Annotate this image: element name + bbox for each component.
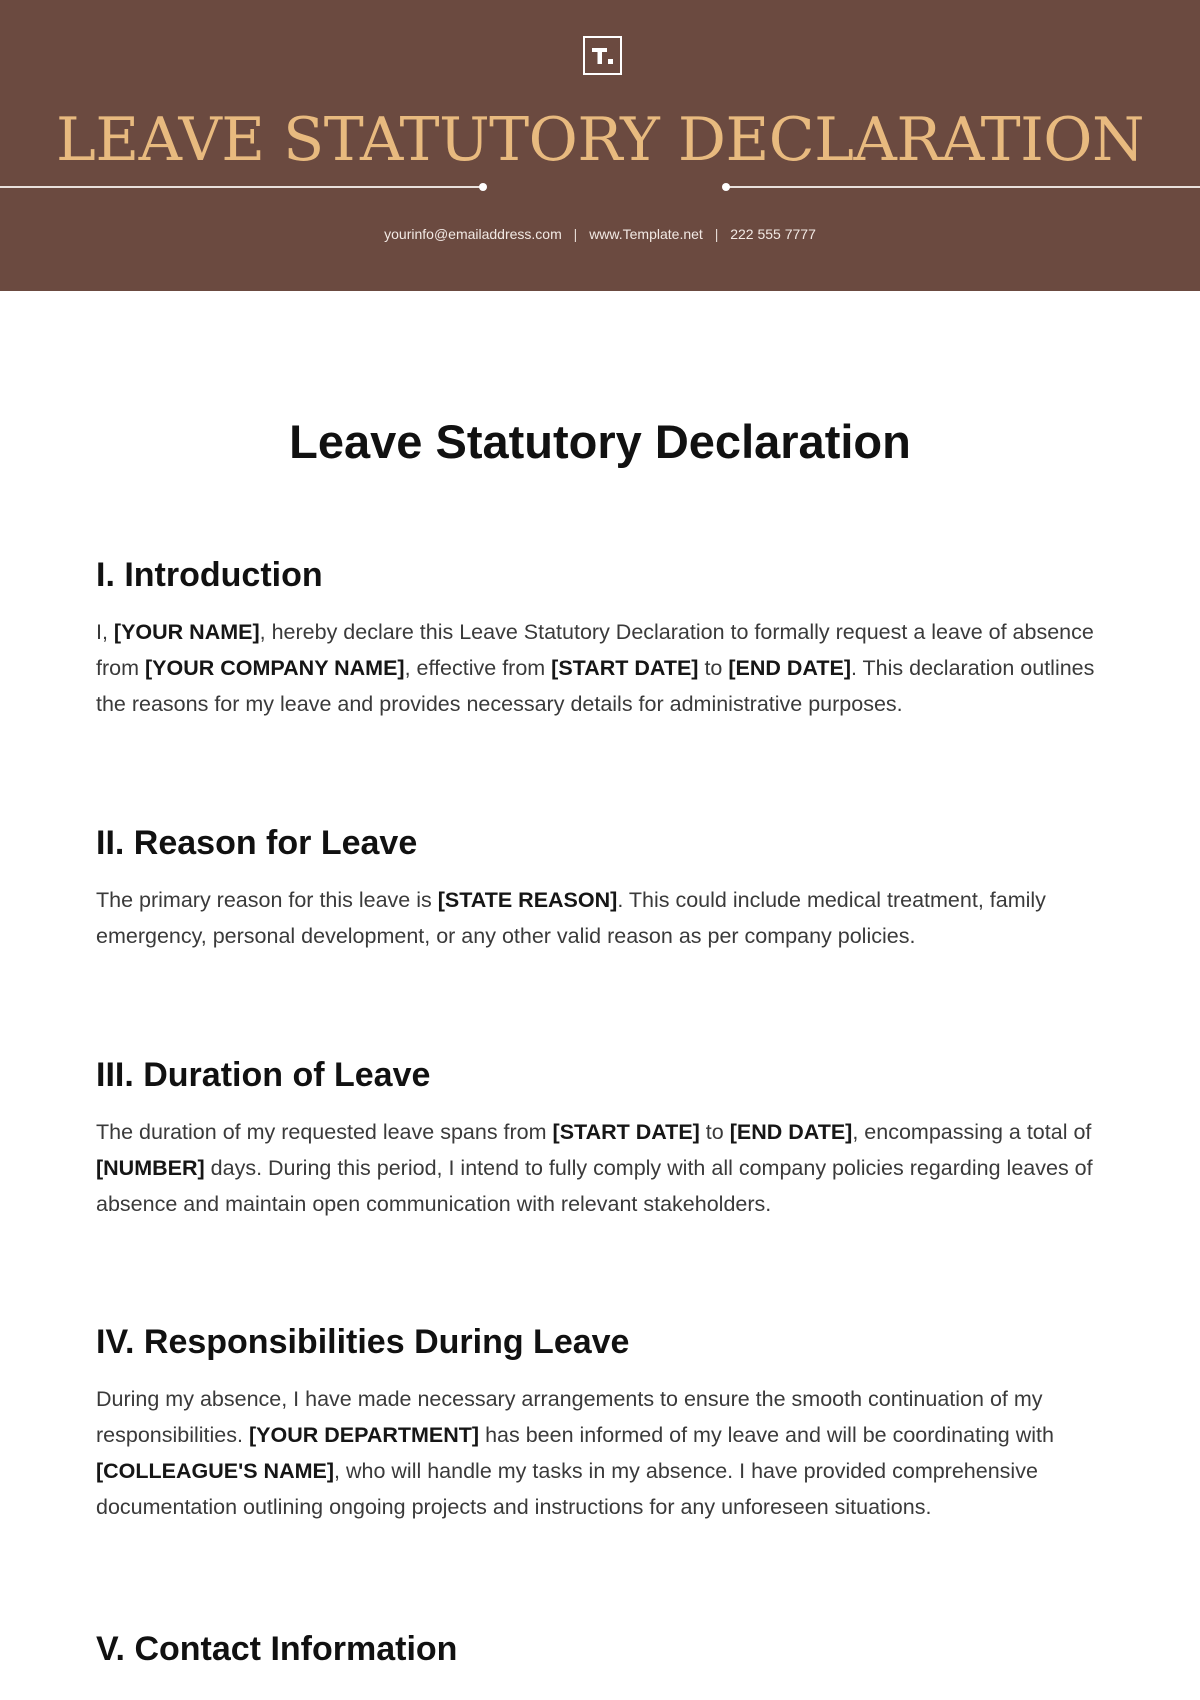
section-duration-of-leave — [96, 1053, 1106, 1222]
section-body — [96, 614, 1106, 722]
section-responsibilities — [96, 1320, 1106, 1525]
contact-website: www.Template.net — [589, 226, 703, 242]
body-text: has been informed of my leave and will be coordinating with — [479, 1423, 1054, 1447]
section-contact-information — [96, 1627, 1106, 1671]
placeholder-state-reason: [STATE REASON] — [437, 888, 618, 912]
divider-dot-right — [722, 183, 730, 191]
section-heading: V. Contact Information — [96, 1630, 458, 1668]
divider-dot-left — [479, 183, 487, 191]
body-text: to — [699, 1120, 730, 1144]
body-text: , who will handle my tasks in my absence. I have provided comprehensive documentation outlining ongoing projects and instructions for any unforeseen situations. — [96, 1459, 1038, 1519]
divider-right — [726, 186, 1200, 188]
placeholder-number: [NUMBER] — [96, 1156, 205, 1180]
placeholder-colleague-name: [COLLEAGUE'S NAME] — [96, 1459, 335, 1483]
section-heading: III. Duration of Leave — [96, 1056, 431, 1094]
body-text: to — [698, 656, 729, 680]
section-heading: II. Reason for Leave — [96, 824, 418, 862]
template-t-logo-icon — [583, 36, 622, 75]
placeholder-end-date: [END DATE] — [728, 656, 851, 680]
placeholder-department: [YOUR DEPARTMENT] — [248, 1423, 480, 1447]
placeholder-start-date: [START DATE] — [552, 1120, 700, 1144]
template-t-logo-glyph — [590, 45, 616, 67]
body-text: , encompassing a total of — [852, 1120, 1092, 1144]
contact-info-row — [0, 224, 1200, 244]
section-body — [96, 1381, 1106, 1525]
section-body — [96, 882, 1106, 954]
section-heading: I. Introduction — [96, 556, 323, 594]
section-body — [96, 1114, 1106, 1222]
document-title: Leave Statutory Declaration — [289, 415, 911, 468]
placeholder-start-date: [START DATE] — [551, 656, 699, 680]
contact-separator: | — [573, 226, 578, 242]
body-text: The duration of my requested leave spans from — [96, 1120, 553, 1144]
body-text: The primary reason for this leave is — [96, 888, 438, 912]
section-heading: IV. Responsibilities During Leave — [96, 1323, 630, 1361]
header-banner — [0, 0, 1200, 291]
body-text: days. During this period, I intend to fully comply with all company policies regarding leaves of absence and maintain open communication with relevant stakeholders. — [96, 1156, 1093, 1216]
contact-phone: 222 555 7777 — [730, 226, 816, 242]
contact-separator: | — [714, 226, 719, 242]
body-text: During my absence, I have made necessary arrangements to ensure the smooth continuation of my responsibilities. — [96, 1387, 1043, 1447]
placeholder-your-name: [YOUR NAME] — [113, 620, 260, 644]
contact-email: yourinfo@emailaddress.com — [384, 226, 562, 242]
placeholder-end-date: [END DATE] — [729, 1120, 853, 1144]
banner-title: LEAVE STATUTORY DECLARATION — [55, 105, 1144, 175]
body-text: , hereby declare this Leave Statutory Declaration to formally request a leave of absence from — [96, 620, 1094, 680]
body-text: , effective from — [404, 656, 552, 680]
divider-left — [0, 186, 482, 188]
placeholder-company-name: [YOUR COMPANY NAME] — [144, 656, 405, 680]
body-text: . This could include medical treatment, family emergency, personal development, or any other valid reason as per company policies. — [96, 888, 1046, 948]
body-text: I, — [96, 620, 114, 644]
section-introduction — [96, 553, 1106, 722]
body-text: . This declaration outlines the reasons for my leave and provides necessary details for administrative purposes. — [96, 656, 1095, 716]
section-reason-for-leave — [96, 821, 1106, 954]
